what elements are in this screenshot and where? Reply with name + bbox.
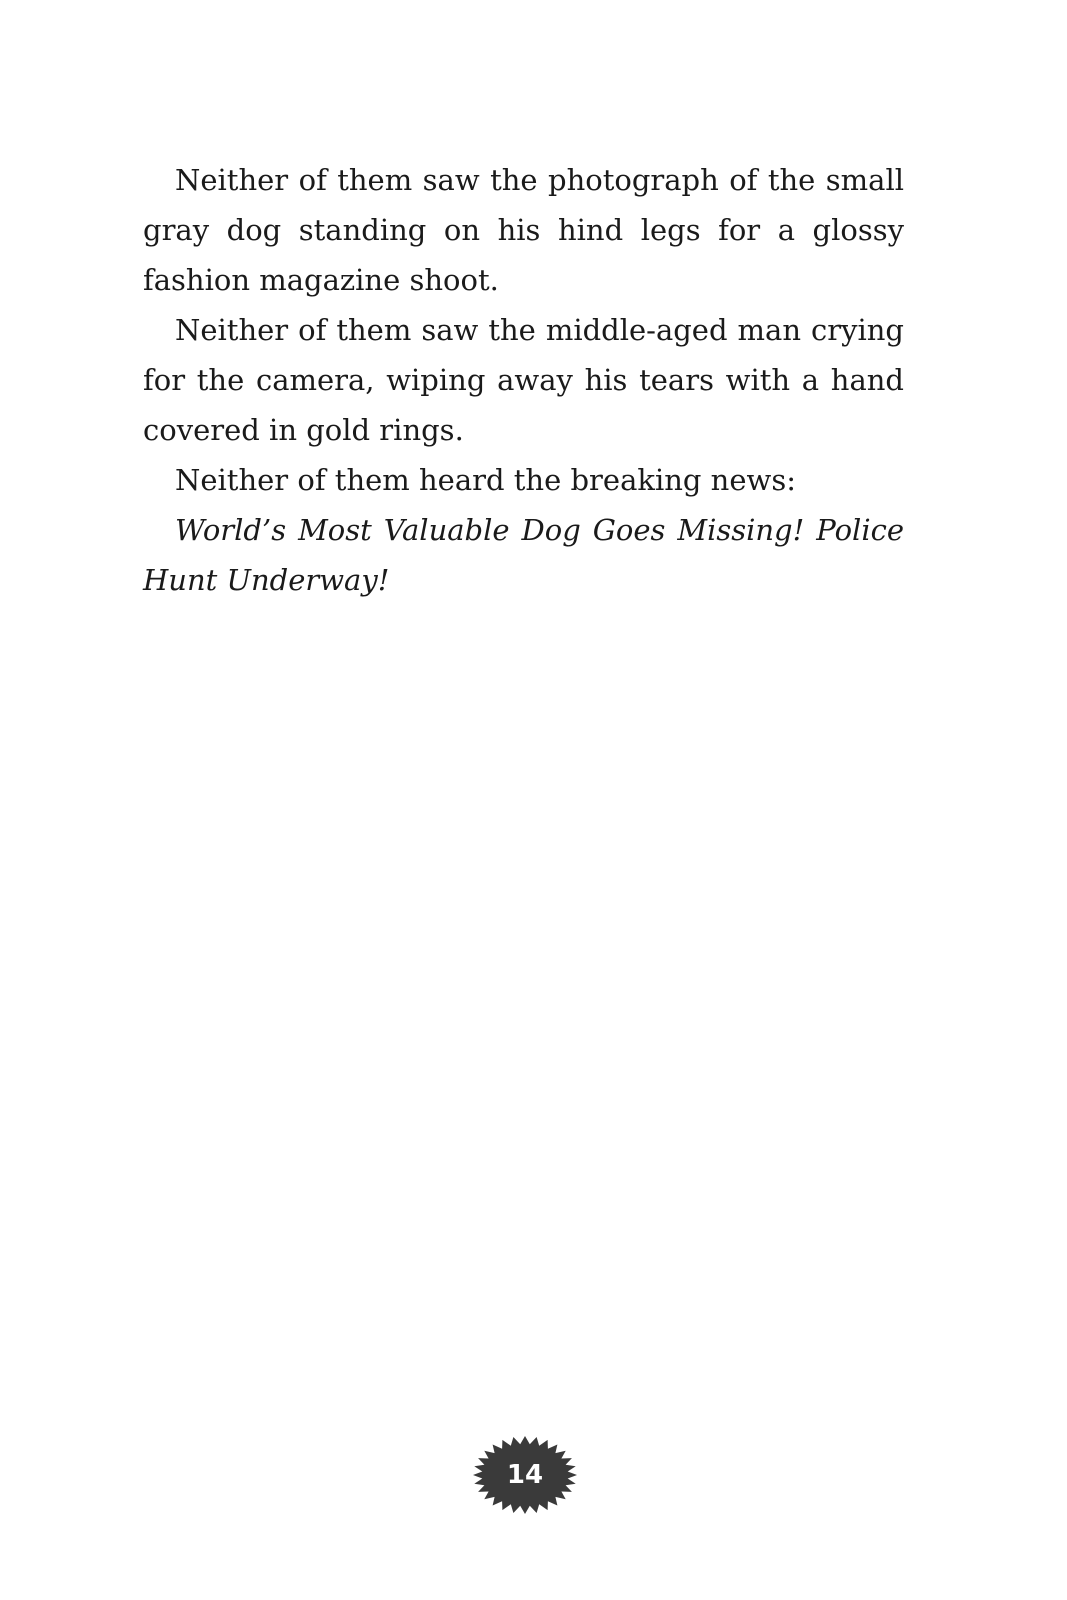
page-number-badge xyxy=(472,1435,578,1515)
page-number: 14 xyxy=(506,1460,544,1490)
paragraph: Neither of them saw the photograph of the small gray dog standing on his hind legs for a glossy fashion magazine shoot. xyxy=(143,163,904,297)
paragraph: Neither of them saw the middle-aged man crying for the camera, wiping away his tears with a hand covered in gold rings. xyxy=(143,313,904,447)
body-text xyxy=(143,155,904,605)
headline-paragraph: World’s Most Valuable Dog Goes Missing! Police Hunt Underway! xyxy=(143,513,904,597)
paragraph: Neither of them heard the breaking news: xyxy=(175,463,796,497)
